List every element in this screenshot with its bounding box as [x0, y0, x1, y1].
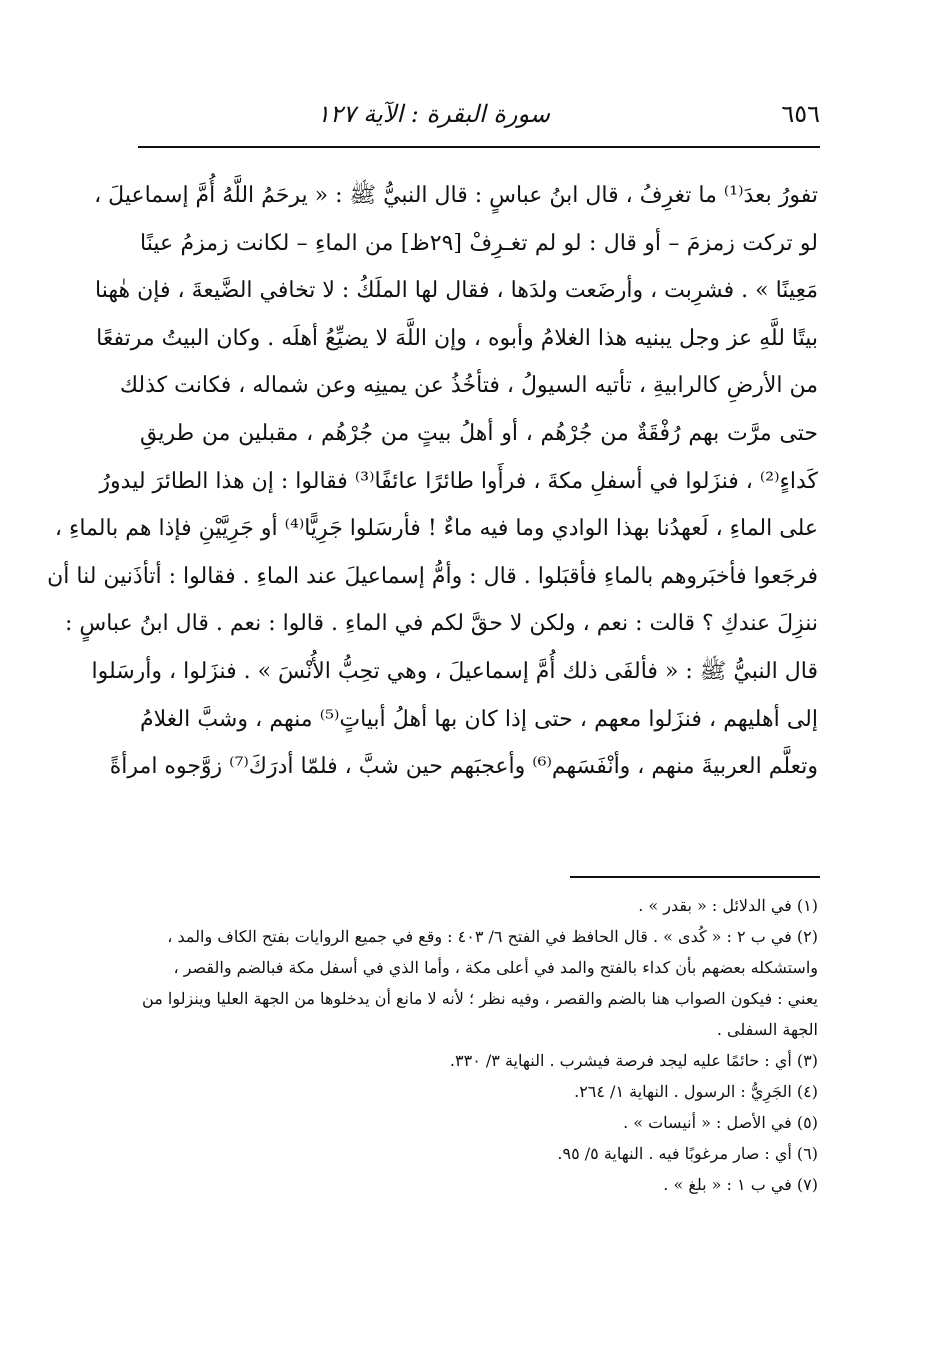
text-line: بيتًا للَّهِ عز وجل يبنيه هذا الغلامُ وأبوه ، وإن اللَّهَ لا يضيِّعُ أهلَه . وكان البيتُ مرتفعًا: [96, 325, 818, 351]
footnote-line: (٧) في ب ١ : « بلغ » .: [663, 1175, 818, 1194]
text-line: إلى أهليهم ، فنزَلوا معهم ، حتى إذا كان بها أهلُ أبياتٍ⁽⁵⁾ منهم ، وشبَّ الغلامُ: [140, 706, 818, 732]
text-line: تفورُ بعدَ⁽¹⁾ ما تغرِفُ ، قال ابنُ عباسٍ : قال النبيُّ ﷺ : « يرحَمُ اللَّهُ أُمَّ إسماعيلَ ،: [94, 183, 818, 208]
footnote-line: (٣) أي : حائمًا عليه ليجد فرصة فيشرب . النهاية ٣/ ٣٣٠.: [449, 1051, 818, 1070]
footnotes: [138, 890, 818, 1200]
footnote-line: (٢) في ب ٢ : « كُدى » . قال الحافظ في الفتح ٦/ ٤٠٣ : وقع في جميع الروايات بفتح الكاف والمد ،: [167, 927, 818, 946]
text-line: من الأرضِ كالرابيةِ ، تأتيه السيولُ ، فتأخُذُ عن يمينِه وعن شماله ، فكانت كذلك: [119, 373, 818, 399]
footnote-line: (٥) في الأصل : « أنيسات » .: [623, 1113, 818, 1132]
footnote-line: (١) في الدلائل : « بقدر » .: [638, 896, 818, 915]
footnote-line: (٤) الجَرِيُّ : الرسول . النهاية ١/ ٢٦٤.: [574, 1082, 818, 1101]
footnote-line: الجهة السفلى .: [716, 1020, 818, 1039]
header-rule: [138, 146, 820, 148]
main-text: [47, 172, 819, 791]
footnote-line: يعني : فيكون الصواب هنا بالضم والقصر ، وفيه نظر ؛ لأنه لا مانع أن يدخلوها من الجهة العليا وينزلوا من: [142, 989, 818, 1008]
text-line: ننزِلَ عندكِ ؟ قالت : نعم ، ولكن لا حقَّ لكم في الماءِ . قالوا : نعم . قال ابنُ عباسٍ :: [64, 611, 818, 637]
footnote-rule: [570, 876, 820, 878]
text-line: كَداءٍ⁽²⁾ ، فنزَلوا في أسفلِ مكةَ ، فرأَوا طائرًا عائفًا⁽³⁾ فقالوا : إن هذا الطائرَ ليدورُ: [99, 468, 818, 494]
text-line: مَعِينًا » . فشرِبت ، وأرضَعت ولدَها ، فقال لها الملَكُ : لا تخافي الضَّيعةَ ، فإن هٰهنا: [95, 278, 818, 304]
text-line: قال النبيُّ ﷺ : « فألفَى ذلك أُمَّ إسماعيلَ ، وهي تحِبُّ الأُنْسَ » . فنزَلوا ، وأرسَلوا: [91, 658, 818, 684]
footnote-line: (٦) أي : صار مرغوبًا فيه . النهاية ٥/ ٩٥.: [557, 1144, 818, 1163]
running-title: سورة البقرة : الآية ١٢٧: [316, 100, 550, 128]
text-line: حتى مرَّت بهم رُفْقَةٌ من جُرْهُم ، أو أهلُ بيتٍ من جُرْهُم ، مقبلين من طريقِ: [140, 420, 818, 446]
text-line: لو تركت زمزمَ – أو قال : لو لم تغـرِفْ [٢٩ظ] من الماءِ – لكانت زمزمُ عينًا: [140, 230, 819, 256]
text-line: وتعلَّم العربيةَ منهم ، وأنْفَسَهم⁽⁶⁾ وأعجبَهم حين شبَّ ، فلمّا أدرَكَ⁽⁷⁾ زوَّجوه امرأةً: [109, 754, 818, 780]
footnote-line: واستشكله بعضهم بأن كداء بالفتح والمد في أعلى مكة ، وأما الذي في أسفل مكة فبالضم والقصر ،: [173, 958, 818, 977]
page-number: ٦٥٦: [781, 100, 820, 128]
text-line: فرجَعوا فأخبَروهم بالماءِ فأقبَلوا . قال : وأمُّ إسماعيلَ عند الماءِ . فقالوا : أتأذَنين لنا أن: [47, 563, 818, 589]
text-line: على الماءِ ، لَعهدُنا بهذا الوادي وما فيه ماءٌ ! فأرسَلوا جَرِيًّا⁽⁴⁾ أو جَرِيَّيْنِ فإذا هم بالماءِ ،: [54, 516, 818, 542]
page-header: [138, 96, 820, 140]
